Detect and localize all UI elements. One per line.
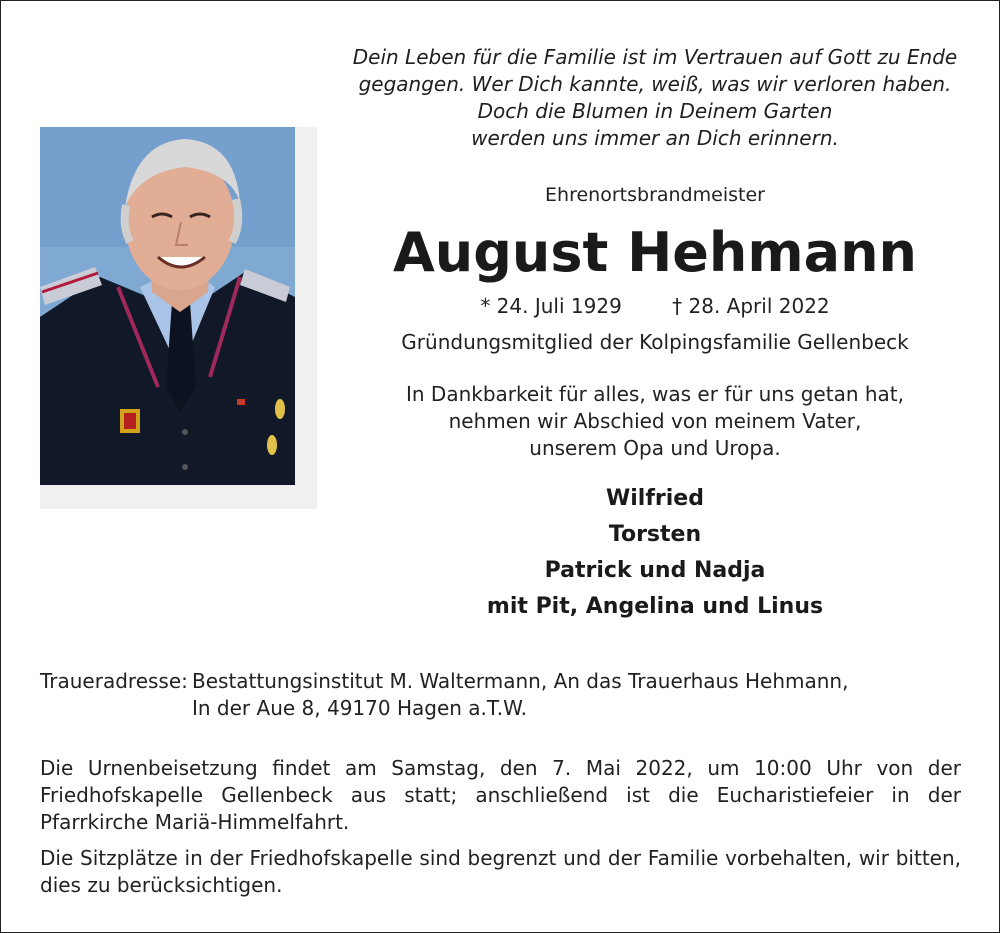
address-line-2: In der Aue 8, 49170 Hagen a.T.W. [192, 696, 527, 720]
mourner-name: Patrick und Nadja [544, 558, 766, 583]
portrait-photo [40, 127, 295, 485]
address-line-1: Bestattungsinstitut M. Waltermann, An das Trauerhaus Hehmann, [192, 669, 849, 693]
deceased-name: August Hehmann [393, 221, 917, 284]
thanks-line: In Dankbarkeit für alles, was er für uns getan hat, [405, 382, 905, 406]
thanks-text [330, 381, 980, 462]
poem-line: Dein Leben für die Familie ist im Vertrauen auf Gott zu Ende [352, 45, 958, 69]
burial-notice: Die Urnenbeisetzung findet am Samstag, den 7. Mai 2022, um 10:00 Uhr von der Friedhofskapelle Gellenbeck aus statt; anschließend ist die Eucharistiefeier in der Pfarrkirche Mariä-Himmelfahrt. [40, 756, 961, 834]
portrait-illustration [40, 127, 295, 485]
address-label: Traueradresse: [40, 669, 188, 693]
membership-note: Gründungsmitglied der Kolpingsfamilie Gellenbeck [401, 330, 909, 354]
poem-line: werden uns immer an Dich erinnern. [471, 126, 839, 150]
life-dates [330, 294, 980, 318]
death-date: † 28. April 2022 [672, 294, 830, 318]
mourning-address [40, 668, 848, 722]
poem [330, 44, 980, 152]
thanks-line: nehmen wir Abschied von meinem Vater, [448, 409, 862, 433]
thanks-line: unserem Opa und Uropa. [529, 436, 781, 460]
mourner-name: Torsten [608, 522, 702, 547]
mourner-name: mit Pit, Angelina und Linus [486, 594, 824, 619]
seating-notice: Die Sitzplätze in der Friedhofskapelle sind begrenzt und der Familie vorbehalten, wir bitten, dies zu berücksichtigen. [40, 846, 961, 897]
portrait-frame [40, 127, 317, 509]
birth-date: * 24. Juli 1929 [480, 294, 622, 318]
poem-line: gegangen. Wer Dich kannte, weiß, was wir verloren haben. [358, 72, 952, 96]
mourners-list [330, 481, 980, 625]
poem-line: Doch die Blumen in Deinem Garten [477, 99, 833, 123]
honorary-rank: Ehrenortsbrandmeister [545, 184, 765, 206]
mourner-name: Wilfried [606, 486, 704, 511]
